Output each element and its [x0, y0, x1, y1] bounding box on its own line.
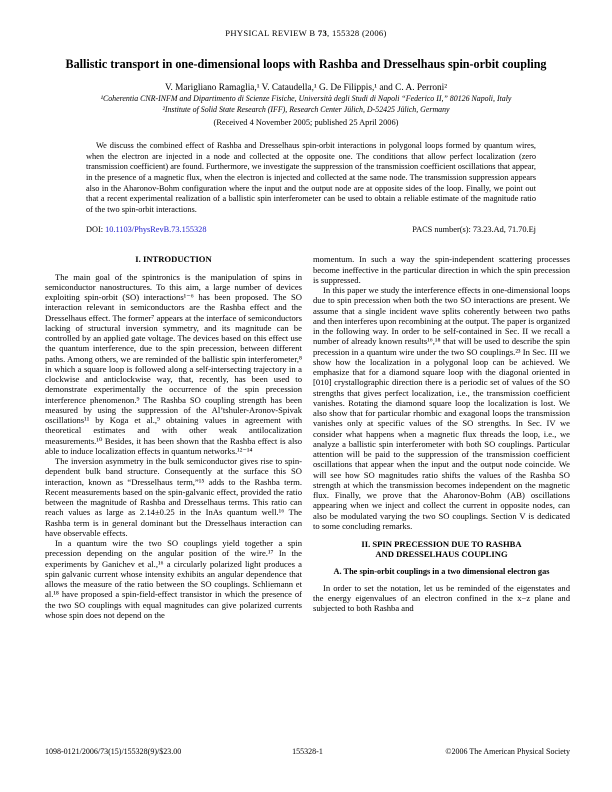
pacs-numbers: PACS number(s): 73.23.Ad, 71.70.Ej — [412, 225, 536, 235]
journal-name: PHYSICAL REVIEW B — [225, 28, 318, 38]
intro-paragraph-3: In a quantum wire the two SO couplings yield together a spin precession depending on the angular position of the wire.¹⁷ In the experiments by Ganichev et al.,¹⁶ a circularly polarized light produces a spin galvanic current whose intensity exhibits an angular dependence that allows the measure of the ratio between the SO couplings. Schliemann et al.¹⁸ have proposed a spin-field-effect transistor in which the presence of the two SO couplings with equal magnitudes can give polarized currents whose spin does not depend on the — [45, 538, 302, 620]
section-heading-introduction: I. INTRODUCTION — [135, 254, 212, 265]
page-title: Ballistic transport in one-dimensional loops with Rashba and Dresselhaus spin-orbit coupling — [65, 57, 547, 71]
footer-page-number: 155328-1 — [292, 747, 323, 756]
doi-pacs-row — [86, 225, 536, 234]
doi-container — [86, 225, 206, 234]
journal-volume: 73 — [317, 28, 328, 38]
intro-paragraph-3-continued: momentum. In such a way the spin-independent scattering processes become ineffective in the particular direction in which the spin precession is suppressed. — [313, 254, 570, 285]
intro-paragraph-4: In this paper we study the interference effects in one-dimensional loops due to spin precession when both the two SO interactions are present. We assume that a single incident wave splits coherently between two paths and then interferes upon recombining at the output. The paper is organized in the following way. In order to be self-contained in Sec. II we recall a number of already known results¹⁶,¹⁸ that will be used to describe the spin precession in a quantum wire under the two SO couplings.²³ In Sec. III we show how the localization in a polygonal loop can be achieved. We emphasize that for a diamond square loop with the diagonal oriented in [010] crystallographic direction there is a periodic set of values of the SO strengths that gives perfect localization, i.e., the transmission coefficient vanishes. Rotating the diamond square loop the localization is lost. We also show that for particular rhombic and exagonal loops the transmission vanishes only at specific values of the SO strengths. In Sec. IV we consider what happens when a magnetic flux threads the loop, i.e., we analyze a ballistic spin interferometer with both SO couplings. Particular attention will be paid to the suppression of the transmission coefficient oscillations that appear when the input and the output node coincide. We will see how SO magnitudes ratio shifts the values of the Rashba SO strength at which the transmission becomes independent on the magnetic flux. Finally, we prove that the Aharonov-Bohm (AB) oscillations appearing when we inject and collect the current in opposite nodes, can also be modulated varying the two SO couplings. Section V is dedicated to some concluding remarks. — [313, 285, 570, 531]
journal-header — [0, 0, 612, 38]
section-2-heading-line-1: II. SPIN PRECESSION DUE TO RASHBA — [361, 539, 522, 550]
left-column — [45, 254, 302, 720]
doi-link[interactable]: 10.1103/PhysRevB.73.155328 — [105, 225, 207, 235]
journal-issue-info: , 155328 (2006) — [327, 28, 387, 38]
footer-copyright: ©2006 The American Physical Society — [445, 747, 570, 756]
page-footer — [45, 747, 570, 756]
footer-issn-price: 1098-0121/2006/73(15)/155328(9)/$23.00 — [45, 747, 182, 756]
doi-label: DOI: — [86, 225, 106, 235]
subsection-heading-2a: A. The spin-orbit couplings in a two dimensional electron gas — [333, 566, 550, 576]
intro-paragraph-2: The inversion asymmetry in the bulk semiconductor gives rise to spin-dependent bulk band structure. Consequently at the surface this SO interaction, known as “Dresselhaus term,”¹⁵ adds to the Rashba term. Recent measurements based on the spin-galvanic effect, provided the ratio between the magnitude of Rashba and Dresselhaus terms. This ratio can reach values as large as 2.14±0.25 in the InAs quantum well.¹⁶ The Rashba term is in general dominant but the Dresselhaus interaction can have observable effects. — [45, 456, 302, 538]
right-column — [313, 254, 570, 720]
author-list: V. Marigliano Ramaglia,¹ V. Cataudella,¹ G. De Filippis,¹ and C. A. Perroni² — [164, 83, 448, 93]
intro-paragraph-1: The main goal of the spintronics is the manipulation of spins in semiconductor nanostructures. To this aim, a large number of devices exploiting spin-orbit (SO) interactions¹⁻⁶ has been proposed. The SO interaction relevant in semiconductors are the Rashba effect and the Dresselhaus effect. The former⁷ appears at the interface of semiconductors lacking of structural inversion symmetry, and its magnitude can be controlled by an applied gate voltage. The devices based on this effect use the quantum interference, due to the spin precession, between different paths. Among others, we are reminded of the ballistic spin interferometer,⁸ in which a square loop is followed along a self-intersecting trajectory in a clockwise and anticlockwise way, that, recently, has been used to demonstrate experimentally the occurrence of the spin precession interference phenomenon.⁹ The Rashba SO coupling strength has been measured by using the suppression of the Al’tshuler-Aronov-Spivak oscillations¹¹ by Koga et al.,⁹ obtaining values in agreement with theoretical estimates and with other weak antilocalization measurements.¹⁰ Besides, it has been shown that the Rashba effect is also able to induce localization effects in quantum networks.¹²⁻¹⁴ — [45, 271, 302, 456]
affiliation-2: ²Institute of Solid State Research (IFF), Research Center Jülich, D-52425 Jülich, Germany — [162, 104, 450, 114]
received-dates: (Received 4 November 2005; published 25 April 2006) — [213, 118, 399, 128]
section-2-heading-line-2: AND DRESSELHAUS COUPLING — [375, 549, 508, 560]
affiliation-1: ¹Coherentia CNR-INFM and Dipartimento di Scienze Fisiche, Università degli Studi di Napoli “Federico II,” 80126 Napoli, Italy — [100, 94, 512, 103]
section-heading-2 — [313, 539, 570, 560]
section-2a-paragraph-1: In order to set the notation, let us be reminded of the eigenstates and the energy eigenvalues of an electron confined in the x−z plane and subjected to both Rashba and — [313, 582, 570, 614]
abstract-text: We discuss the combined effect of Rashba and Dresselhaus spin-orbit interactions in polygonal loops formed by quantum wires, when the electron are injected in a node and collected at the opposite one. The conditions that allow perfect localization (zero transmission coefficient) are found. Furthermore, we investigate the suppression of the transmission coefficient oscillations that appear, in the presence of a magnetic flux, when the electron is injected and collected at the same node. The transmission suppression appears also in the Aharonov-Bohm configuration where the input and the output node are at opposite sides of the loop. Finally, we point out that a recent experimental realization of a ballistic spin interferometer can be used to obtain a reliable estimate of the magnitude ratio of the two spin-orbit interactions. — [86, 141, 536, 214]
two-column-body — [45, 254, 570, 720]
